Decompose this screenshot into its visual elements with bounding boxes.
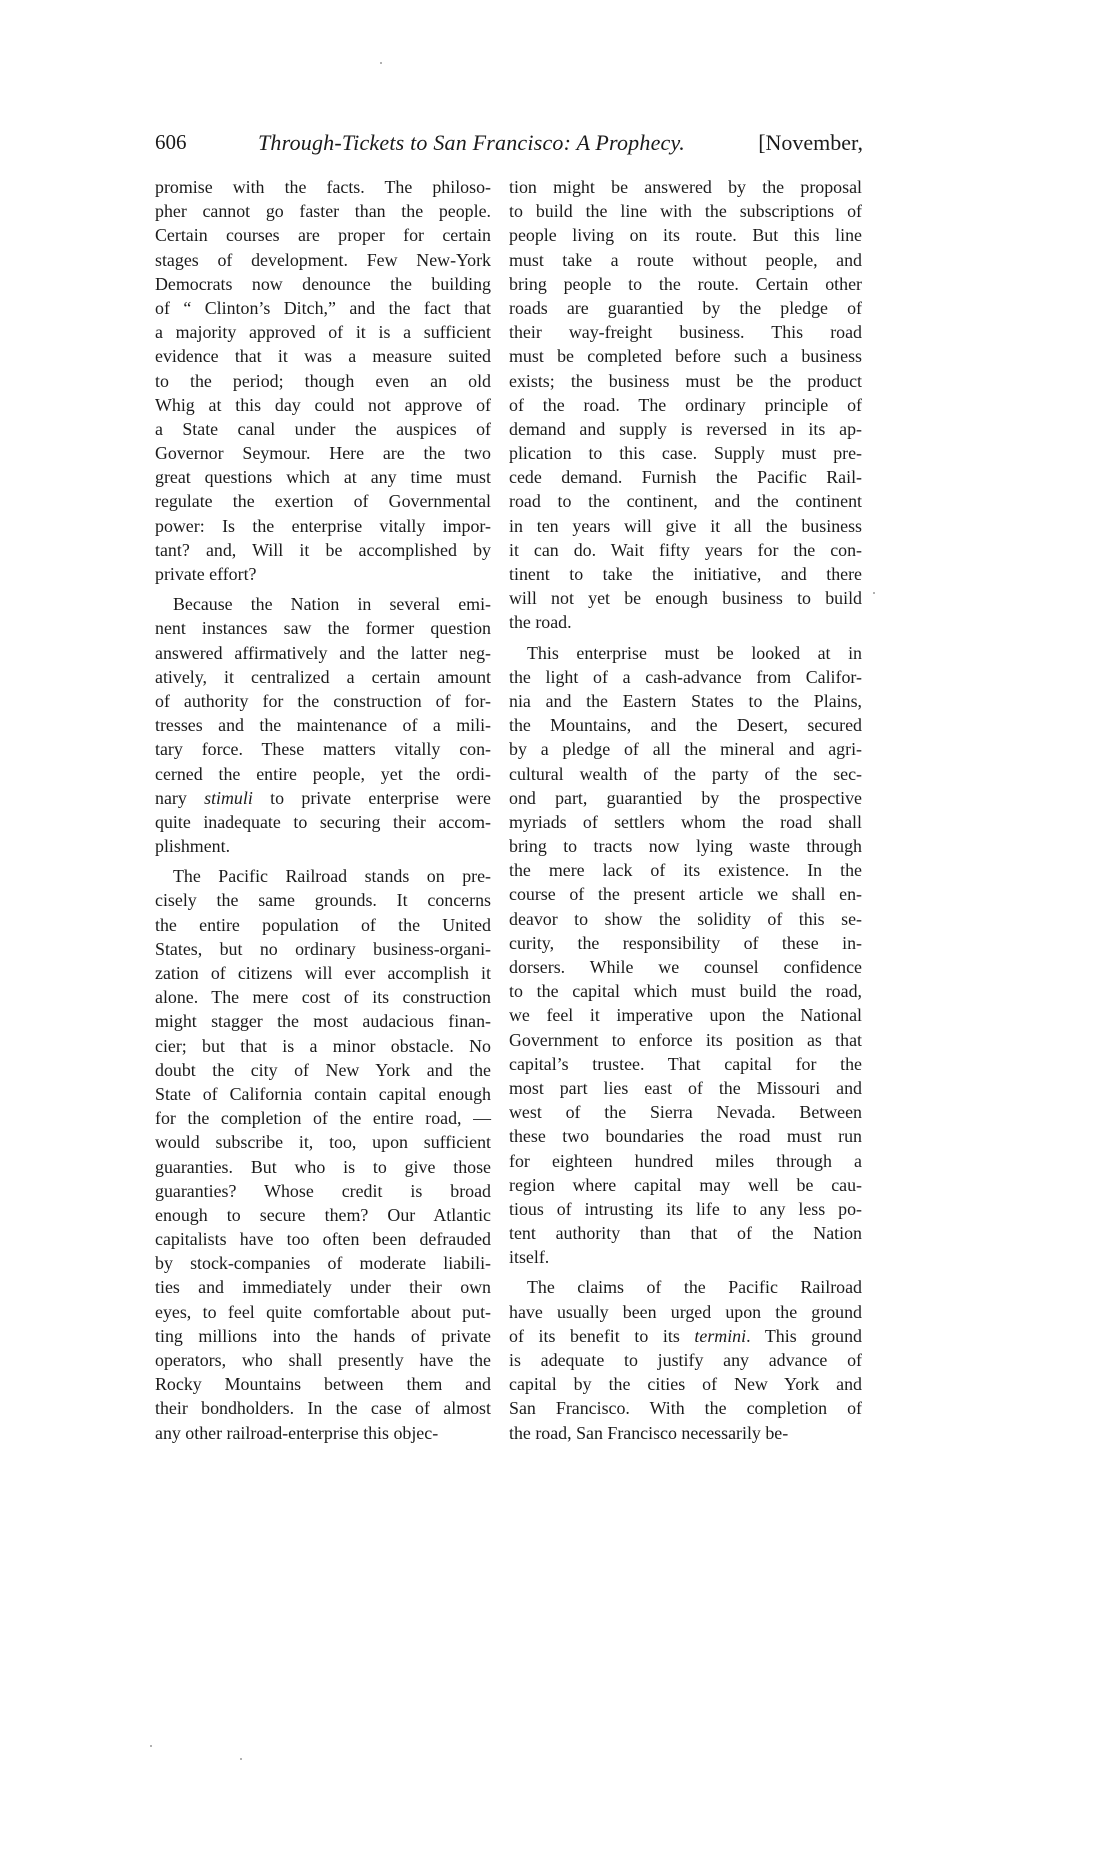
text-line: cede demand. Furnish the Pacific Rail- — [509, 467, 862, 488]
text-line: to build the line with the subscriptions of — [509, 201, 862, 222]
scan-speck — [150, 1745, 152, 1747]
text-line: San Francisco. With the completion of — [509, 1398, 862, 1419]
text-line: bring people to the route. Certain other — [509, 273, 862, 294]
text-line: States, but no ordinary business-organi- — [155, 938, 491, 959]
text-line: region where capital may well be cau- — [509, 1174, 862, 1195]
text-line: plishment. — [155, 836, 231, 857]
text-line: demand and supply is reversed in its ap- — [509, 418, 862, 439]
text-line: ting millions into the hands of private — [155, 1325, 491, 1346]
text-line: Government to enforce its position as that — [509, 1029, 862, 1050]
text-line: tious of intrusting its life to any less po- — [509, 1198, 862, 1219]
text-line: nent instances saw the former question — [155, 618, 491, 639]
paragraph — [509, 1275, 862, 1444]
text-line: State of California contain capital enough — [155, 1083, 491, 1104]
text-line: have usually been urged upon the ground — [509, 1301, 862, 1322]
text-line: for eighteen hundred miles through a — [509, 1150, 862, 1171]
running-title: Through-Tickets to San Francisco: A Prophecy. — [258, 130, 685, 155]
running-date: [November, — [758, 130, 863, 155]
text-line: This enterprise must be looked at in — [527, 642, 862, 663]
text-line: evidence that it was a measure suited — [155, 346, 491, 367]
text-line: a State canal under the auspices of — [155, 418, 491, 439]
text-line: the road, San Francisco necessarily be- — [509, 1422, 789, 1443]
text-line: stages of development. Few New-York — [155, 249, 491, 270]
text-line: nia and the Eastern States to the Plains, — [509, 690, 862, 711]
text-line: deavor to show the solidity of this se- — [509, 908, 862, 929]
page-number: 606 — [155, 130, 187, 154]
text-line: the entire population of the United — [155, 914, 491, 935]
text-line: the road. — [509, 612, 572, 633]
text-line: promise with the facts. The philoso- — [155, 177, 491, 197]
text-line: Rocky Mountains between them and — [155, 1374, 491, 1395]
text-line: ond part, guarantied by the prospective — [509, 787, 862, 808]
text-line: to the period; though even an old — [155, 370, 491, 391]
text-line: the light of a cash-advance from Califor- — [509, 666, 862, 687]
text-line: pher cannot go faster than the people. — [155, 201, 491, 222]
text-line: of its benefit to its termini. This ground — [509, 1325, 862, 1346]
text-line: myriads of settlers whom the road shall — [509, 811, 862, 832]
text-line: people living on its route. But this line — [509, 225, 862, 246]
text-line: atively, it centralized a certain amount — [155, 666, 491, 687]
paragraph — [509, 641, 862, 1270]
text-line: tent authority than that of the Nation — [509, 1223, 862, 1244]
text-line: capitalists have too often been defrauded — [155, 1229, 491, 1250]
text-line: nary stimuli to private enterprise were — [155, 787, 491, 808]
text-line: of the road. The ordinary principle of — [509, 394, 862, 415]
text-line: itself. — [509, 1247, 550, 1268]
text-line: would subscribe it, too, upon sufficient — [155, 1132, 491, 1153]
text-line: the Mountains, and the Desert, secured — [509, 715, 862, 736]
text-line: zation of citizens will ever accomplish it — [155, 963, 491, 983]
text-line: great questions which at any time must — [155, 467, 491, 488]
scan-speck — [380, 62, 382, 64]
text-line: the mere lack of its existence. In the — [509, 860, 862, 881]
text-line: these two boundaries the road must run — [509, 1126, 862, 1147]
text-line: by a pledge of all the mineral and agri- — [509, 739, 862, 760]
text-line: private effort? — [155, 564, 257, 584]
text-line: Democrats now denounce the building — [155, 273, 491, 294]
text-line: for the completion of the entire road, — — [155, 1108, 491, 1129]
paragraph — [155, 175, 491, 586]
text-line: power: Is the enterprise vitally impor- — [155, 515, 491, 536]
text-line: tary force. These matters vitally con- — [155, 739, 491, 760]
text-line: The claims of the Pacific Railroad — [527, 1277, 862, 1298]
text-line: guaranties. But who is to give those — [155, 1156, 491, 1177]
text-line: west of the Sierra Nevada. Between — [509, 1102, 862, 1123]
text-line: cultural wealth of the party of the sec- — [509, 763, 862, 784]
text-line: Certain courses are proper for certain — [155, 225, 491, 246]
text-line: must be completed before such a business — [509, 346, 862, 367]
text-line: their bondholders. In the case of almost — [155, 1398, 491, 1419]
text-line: quite inadequate to securing their accom- — [155, 811, 491, 832]
paragraph — [509, 175, 862, 635]
text-line: bring to tracts now lying waste through — [509, 836, 862, 857]
text-line: it can do. Wait fifty years for the con- — [509, 539, 862, 560]
text-line: their way-freight business. This road — [509, 322, 862, 343]
text-line: a majority approved of it is a sufficient — [155, 322, 491, 343]
text-line: of authority for the construction of for- — [155, 690, 491, 711]
text-line: exists; the business must be the product — [509, 370, 862, 391]
text-line: to the capital which must build the road, — [509, 981, 862, 1002]
text-line: Whig at this day could not approve of — [155, 394, 491, 415]
text-line: any other railroad-enterprise this objec- — [155, 1422, 439, 1443]
text-line: ties and immediately under their own — [155, 1277, 491, 1298]
text-line: cisely the same grounds. It concerns — [155, 890, 491, 911]
text-line: course of the present article we shall en- — [509, 884, 862, 905]
text-line: guaranties? Whose credit is broad — [155, 1180, 491, 1201]
text-line: must take a route without people, and — [509, 249, 862, 270]
right-column — [509, 175, 862, 1445]
text-line: regulate the exertion of Governmental — [155, 491, 491, 512]
text-line: in ten years will give it all the business — [509, 515, 862, 536]
text-line: road to the continent, and the continent — [509, 491, 862, 512]
text-line: tinent to take the initiative, and there — [509, 564, 862, 584]
text-line: we feel it imperative upon the National — [509, 1005, 862, 1026]
text-line: dorsers. While we counsel confidence — [509, 957, 862, 977]
paragraph — [155, 592, 491, 858]
text-line: Governor Seymour. Here are the two — [155, 443, 491, 464]
text-line: by stock-companies of moderate liabili- — [155, 1253, 491, 1274]
text-line: capital’s trustee. That capital for the — [509, 1053, 862, 1074]
text-line: plication to this case. Supply must pre- — [509, 443, 862, 464]
left-column — [155, 175, 491, 1445]
text-line: curity, the responsibility of these in- — [509, 932, 862, 953]
text-line: doubt the city of New York and the — [155, 1059, 491, 1080]
text-line: will not yet be enough business to build — [509, 588, 862, 609]
text-line: eyes, to feel quite comfortable about put- — [155, 1301, 491, 1322]
text-line: cier; but that is a minor obstacle. No — [155, 1035, 491, 1056]
text-line: tion might be answered by the proposal — [509, 177, 862, 197]
text-line: capital by the cities of New York and — [509, 1374, 862, 1395]
text-line: enough to secure them? Our Atlantic — [155, 1204, 491, 1225]
text-line: roads are guarantied by the pledge of — [509, 297, 862, 318]
text-line: tant? and, Will it be accomplished by — [155, 539, 491, 560]
text-line: tresses and the maintenance of a mili- — [155, 715, 491, 736]
text-line: Because the Nation in several emi- — [173, 594, 491, 615]
text-line: operators, who shall presently have the — [155, 1350, 491, 1370]
text-line: might stagger the most audacious finan- — [155, 1011, 491, 1032]
text-line: most part lies east of the Missouri and — [509, 1077, 862, 1098]
text-line: alone. The mere cost of its construction — [155, 987, 491, 1008]
text-line: is adequate to justify any advance of — [509, 1350, 862, 1370]
text-line: The Pacific Railroad stands on pre- — [173, 866, 491, 887]
text-line: answered affirmatively and the latter neg- — [155, 642, 491, 663]
scan-speck — [873, 592, 875, 594]
text-line: cerned the entire people, yet the ordi- — [155, 763, 491, 784]
running-header — [155, 130, 863, 164]
paragraph — [155, 864, 491, 1445]
scan-speck — [240, 1758, 242, 1760]
text-line: of “ Clinton’s Ditch,” and the fact that — [155, 297, 491, 318]
